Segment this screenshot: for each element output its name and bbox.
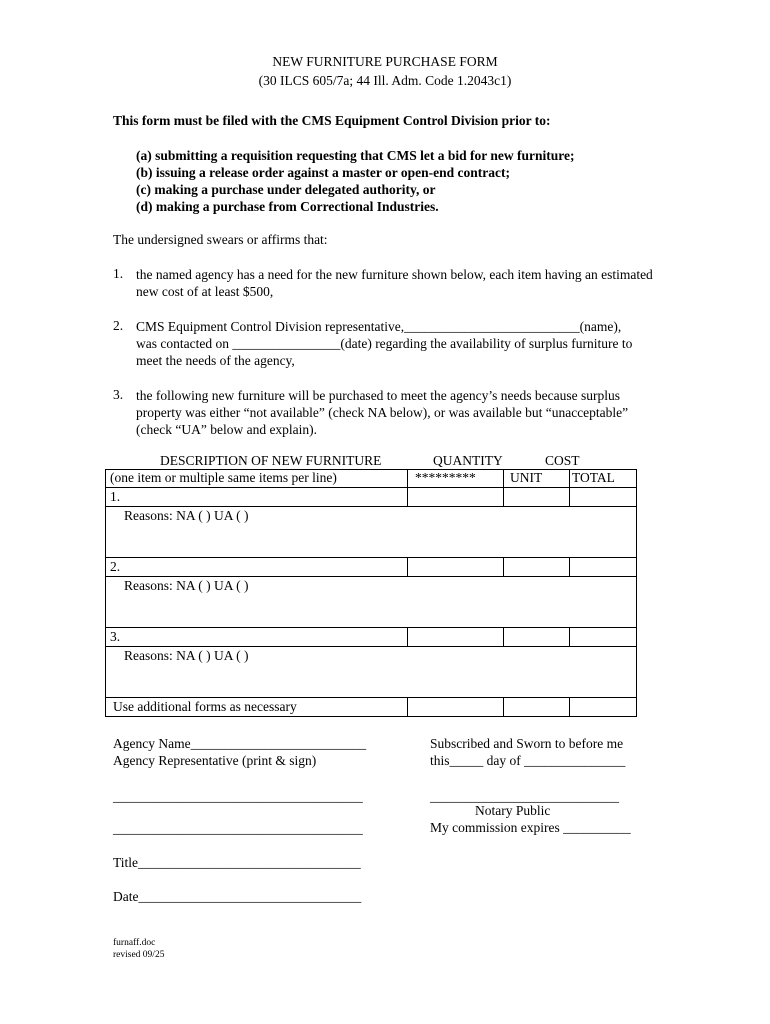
statement-3-line-3: (check “UA” below and explain). — [136, 422, 318, 437]
notary-signature-line[interactable]: ____________________________ — [430, 789, 619, 804]
notary-day-field[interactable]: this_____ day of _______________ — [430, 753, 626, 768]
item-3-reasons[interactable]: Reasons: NA ( ) UA ( ) — [124, 648, 249, 663]
column-divider — [503, 557, 504, 576]
column-divider — [569, 557, 570, 576]
representative-print-line[interactable]: _____________________________________ — [113, 789, 363, 804]
form-citation: (30 ILCS 605/7a; 44 Ill. Adm. Code 1.2043c1) — [258, 73, 512, 88]
quantity-asterisks: ********* — [415, 470, 476, 485]
form-title: NEW FURNITURE PURCHASE FORM — [272, 54, 498, 69]
commission-expires-field[interactable]: My commission expires __________ — [430, 820, 631, 835]
item-1-reasons[interactable]: Reasons: NA ( ) UA ( ) — [124, 508, 249, 523]
table-rule — [105, 487, 637, 488]
column-divider — [569, 469, 570, 506]
condition-d: (d) making a purchase from Correctional Industries. — [136, 199, 439, 214]
description-header: DESCRIPTION OF NEW FURNITURE — [160, 453, 382, 468]
quantity-header: QUANTITY — [433, 453, 503, 468]
statement-1-line-1: the named agency has a need for the new furniture shown below, each item having an estimated — [136, 267, 653, 282]
representative-sign-line[interactable]: _____________________________________ — [113, 821, 363, 836]
agency-representative-label: Agency Representative (print & sign) — [113, 753, 317, 768]
unit-header: UNIT — [510, 470, 543, 485]
statement-1-number: 1. — [113, 266, 124, 281]
table-rule — [105, 697, 637, 698]
column-divider — [569, 697, 570, 717]
statement-2-line-2[interactable]: was contacted on ________________(date) regarding the availability of surplus furniture to — [136, 336, 633, 351]
column-divider — [407, 697, 408, 717]
table-rule — [105, 627, 637, 628]
column-divider — [503, 627, 504, 646]
filing-notice: This form must be filed with the CMS Equipment Control Division prior to: — [113, 113, 551, 128]
subscribed-sworn-label: Subscribed and Sworn to before me — [430, 736, 624, 751]
description-subheader: (one item or multiple same items per line) — [110, 470, 337, 485]
table-border-right — [636, 469, 637, 717]
column-divider — [503, 469, 504, 506]
statement-3-line-2: property was either “not available” (check NA below), or was available but “unacceptable” — [136, 405, 629, 420]
column-divider — [503, 697, 504, 717]
item-2-reasons[interactable]: Reasons: NA ( ) UA ( ) — [124, 578, 249, 593]
table-border-left — [105, 469, 106, 717]
item-2-number: 2. — [110, 559, 121, 574]
table-rule — [105, 576, 637, 577]
statement-3-number: 3. — [113, 387, 124, 402]
table-border-bottom — [105, 716, 637, 717]
swears-statement: The undersigned swears or affirms that: — [113, 232, 328, 247]
statement-3-line-1: the following new furniture will be purchased to meet the agency’s needs because surplus — [136, 388, 620, 403]
table-rule — [105, 646, 637, 647]
column-divider — [407, 469, 408, 506]
total-header: TOTAL — [572, 470, 615, 485]
condition-c: (c) making a purchase under delegated authority, or — [136, 182, 436, 197]
cost-header: COST — [545, 453, 580, 468]
revision-date: revised 09/25 — [113, 950, 165, 960]
condition-a: (a) submitting a requisition requesting that CMS let a bid for new furniture; — [136, 148, 575, 163]
additional-forms-note: Use additional forms as necessary — [113, 699, 297, 714]
document-filename: furnaff.doc — [113, 938, 156, 948]
column-divider — [407, 627, 408, 646]
statement-1-line-2: new cost of at least $500, — [136, 284, 274, 299]
table-rule — [105, 506, 637, 507]
table-rule — [105, 557, 637, 558]
statement-2-line-1[interactable]: CMS Equipment Control Division representative,__________________________(name), — [136, 319, 622, 334]
column-divider — [407, 557, 408, 576]
statement-2-line-3: meet the needs of the agency, — [136, 353, 295, 368]
notary-public-label: Notary Public — [475, 803, 551, 818]
title-field[interactable]: Title_________________________________ — [113, 855, 361, 870]
column-divider — [569, 627, 570, 646]
condition-b: (b) issuing a release order against a master or open-end contract; — [136, 165, 510, 180]
item-3-number: 3. — [110, 629, 121, 644]
item-1-number: 1. — [110, 489, 121, 504]
statement-2-number: 2. — [113, 318, 124, 333]
furniture-table — [105, 469, 637, 717]
agency-name-field[interactable]: Agency Name__________________________ — [113, 736, 367, 751]
date-field[interactable]: Date_________________________________ — [113, 889, 362, 904]
